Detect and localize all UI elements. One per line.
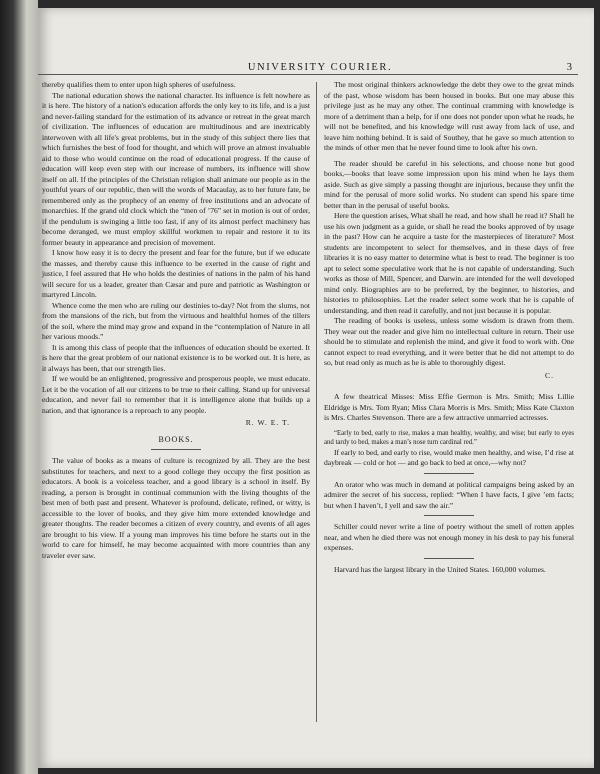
- separator-rule: [424, 558, 474, 559]
- paragraph: Here the question arises, What shall he read, and how shall he read it? Shall he use his own judgment as a guide, or shall he read the books approved of by usage in the past? How can he acquire a taste for the masterpieces of literature? Most students are incompetent to select for themselves, and in these days of free libraries it is no easy matter to determine what is best to read. The beginner is too apt to select some speculative work that he is not capable of understanding. Such works as those of Mill, Spencer, and Darwin. are intended for the well developed mind only. Biographies are to be preferred, by the beginner, to histories, and histories to philosophies. Let the reader select some work that he is capable of understanding, and then read it carefully, and not just because it is popular.: [324, 211, 574, 315]
- column-divider: [316, 82, 317, 722]
- paragraph: Harvard has the largest library in the United States. 160,000 volumes.: [334, 564, 546, 574]
- separator-rule: [424, 515, 474, 516]
- paragraph: If early to bed, and early to rise, would make men healthy, and wise, I’d rise at daybreak — cold or hot — and go back to bed at once,—why not?: [324, 447, 574, 467]
- separator-rule: [424, 473, 474, 474]
- author-signature: C.: [545, 370, 554, 380]
- book-binding-edge: [0, 0, 38, 774]
- paragraph: An orator who was much in demand at political campaigns being asked by an admirer the secret of his success, replied: “When I have facts, I give ’em facts; but when I haven’t, I yell and saw the air.”: [324, 479, 574, 510]
- paragraph: Whence come the men who are ruling our destinies to-day? Not from the slums, not from the mansions of the rich, but from the virtuous and healthful homes of the tillers of the soil, where the mind may grow and expand in the “contemplation of Nature in all her various moods.”: [42, 300, 310, 341]
- paragraph: The value of books as a means of culture is recognized by all. They are the best substitutes for teachers, and next to a good college they occupy the first position as educators. A book is a voiceless teacher, and a good library is a school in itself. By reading, a person is brought in continual communion with the living thoughts of the best men of both past and present. Whatever is profound, delicate, refined, or witty, is accessible to the lover of books, and they give him more extended knowledge and greater thoughts. The reader becomes a citizen of every country, and events of all ages are brought to his view. If a young man improves his time before he starts out in the world to care for himself, he may become acquainted with more countries than any traveler ever saw.: [42, 456, 310, 560]
- left-column: [42, 80, 310, 561]
- running-title: UNIVERSITY COURIER.: [247, 62, 393, 73]
- paragraph: Schiller could never write a line of poetry without the smell of rotten apples near, and when he died there was not enough money in his desk to pay his funeral expenses.: [324, 522, 574, 552]
- page-number: 3: [566, 62, 572, 73]
- running-head: [68, 62, 572, 78]
- paragraph: The reading of books is useless, unless some wisdom is drawn from them. They wear out the reader and give him no intellectual culture in return. Their use should be to stimulate and replenish the mind, and give it food to work with. One cannot expect to read everything, and it were better that he did not attempt to do so, but read only as much as he is able to thoroughly digest.: [324, 316, 574, 367]
- right-column: [324, 80, 574, 575]
- section-heading-books: BOOKS.: [158, 434, 194, 444]
- paragraph: The reader should be careful in his selections, and choose none but good books,—books that leave some impression upon his mind when he lays them aside. Such as give simply a passing thought are injurious, because they unfit the mind for the perusal of more solid works. No student can spend his spare time better than in the perusal of useful books.: [324, 158, 574, 210]
- paragraph: thereby qualifies them to enter upon high spheres of usefulness.: [42, 80, 236, 89]
- heading-rule: [151, 449, 201, 450]
- header-rule: [38, 74, 578, 75]
- quotation: “Early to bed, early to rise, makes a man healthy, wealthy, and wise; but early to eyes and tardy to bed, makes a man’s nose turn cardinal red.”: [324, 429, 574, 446]
- paragraph: A few theatrical Misses: Miss Effie Germon is Mrs. Smith; Miss Lillie Eldridge is Mrs. Tom Ryan; Miss Clara Morris is Mrs. Smith; Miss Kate Claxton is Mrs. Charles Stevenson. There are a few attractive unmarried actresses.: [324, 392, 574, 422]
- paragraph: If we would be an enlightened, progressive and prosperous people, we must educate. Let it be the vocation of all our citizens to be true to their calling. Stand up for universal education, and never fail to remember that it is intelligence alone that builds up a nation, and that ignorance is a reproach to any people.: [42, 374, 310, 415]
- paragraph: I know how easy it is to decry the present and fear for the future, but if we educate the masses, and thereby cause this influence to be exerted in the cause of right and justice, I feel assured that He who holds the destinies of nations in the palm of his hand will secure for us a leader, greater than Cæsar and pure and patriotic as Washington or martyred Lincoln.: [42, 248, 310, 299]
- paragraph: The national education shows the national character. Its influence is felt nowhere as it is here. The history of a nation's education affords the only key to its life, and is a just and never-failing standard for the estimation of its advance or retreat in the great march of civilization. The influences of education are multitudinous and are inextricably interwoven with all life's great problems, but in the study of this subject there lies that which furnishes the best of food for thought, and which will prove an almost invaluable aid to those who would continue on the road of educational progress. If the cause of education will keep even step with our increase of numbers, its influence will show itself on all. If the principles of the Christian religion shall animate our people as in the youthful years of our republic, then will the words of Macaulay, as to her future fate, be remembered only as the prophecy of an enemy of free institutions and an advocate of monarchies. If the grand old clock which the “men of ’76” set in motion is out of order, if the pendulum is swinging a little too fast, if any of its almost perfect machinery has become deranged, we must employ skillful workmen to repair and restore it to its former beauty in appearance and precision of movement.: [42, 90, 310, 247]
- paragraph: It is among this class of people that the influences of education should be exerted. It is here that the great problem of our national existence is to be worked out. It is here, as it always has been, that our strength lies.: [42, 342, 310, 373]
- author-signature: R. W. E. T.: [245, 418, 290, 427]
- paragraph: The most original thinkers acknowledge the debt they owe to the great minds of the past, whose wisdom has been housed in books. But one may abuse this privilege just as he may any other. The continual cramming with knowledge is more of a detriment than a help, for if one does not ponder upon what he reads, he will not be benefited, and his knowledge will rust away from lack of use, and leave him nothing behind. It is said of Southey, that he gave so much attention to the minds of other men that he never found time to look after his own.: [324, 80, 574, 152]
